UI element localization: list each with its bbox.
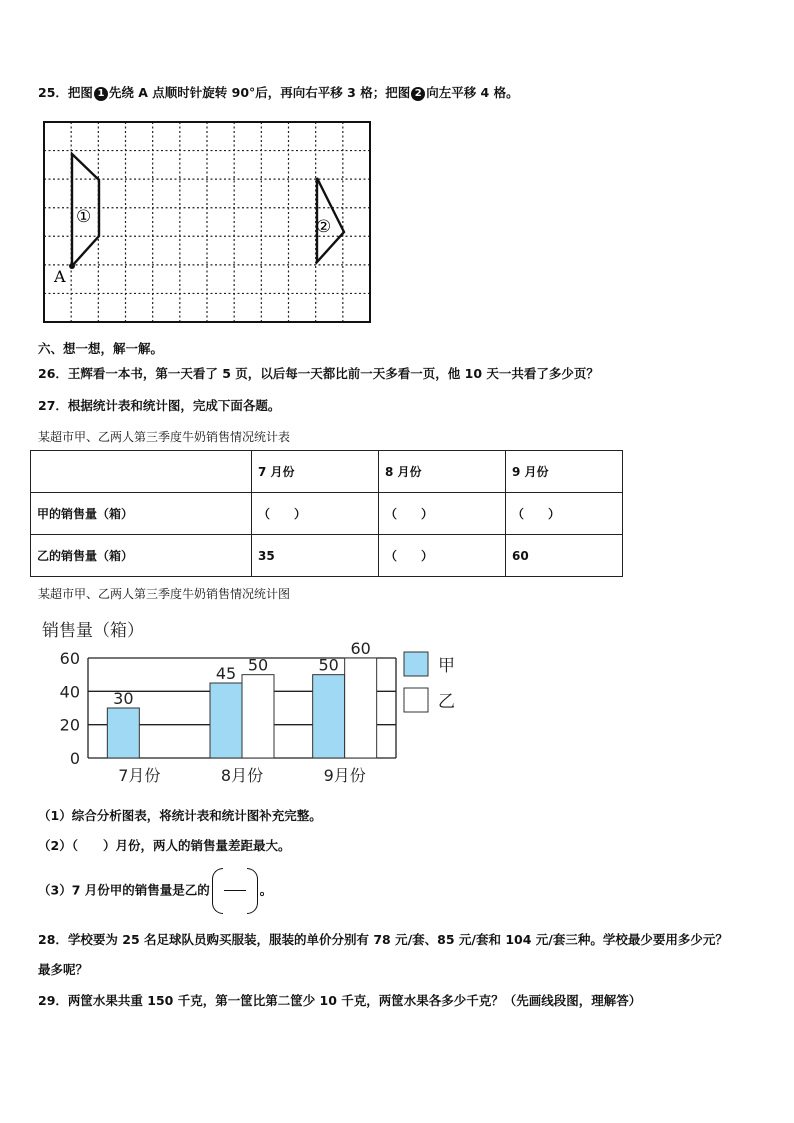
question-28-continued: 最多呢？ xyxy=(38,962,89,977)
legend-swatch xyxy=(404,688,428,712)
bar xyxy=(107,708,139,758)
bar xyxy=(210,683,242,758)
section-6-heading: 六、想一想，解一解。 xyxy=(38,341,164,356)
table-cell: 60 xyxy=(506,535,623,577)
question-28: 28．学校要为 25 名足球队员购买服装，服装的单价分别有 78 元/套、85 元/套和 104 元/套三种。学校最少要用多少元？ xyxy=(38,932,728,947)
y-axis-title: 销售量（箱） xyxy=(42,621,144,641)
point-a xyxy=(69,263,75,269)
shape-2-label: ② xyxy=(316,217,332,237)
y-tick-label: 60 xyxy=(59,649,80,668)
table-cell: 乙的销售量（箱） xyxy=(31,535,252,577)
table-header-row xyxy=(31,451,623,493)
table-row xyxy=(31,535,623,577)
y-tick-label: 0 xyxy=(69,749,80,768)
table-cell: （ ） xyxy=(506,493,623,535)
q25-text-1: 把图 xyxy=(67,85,93,100)
sub-question-1: （1）综合分析图表，将统计表和统计图补充完整。 xyxy=(38,808,322,823)
table-header-cell: 9 月份 xyxy=(506,451,623,493)
q25-number: 25． xyxy=(38,85,68,100)
y-tick-label: 20 xyxy=(59,715,80,735)
bar xyxy=(345,658,377,758)
table-cell: （ ） xyxy=(379,535,506,577)
y-tick-label: 40 xyxy=(59,682,80,702)
shape-1-label: ① xyxy=(76,207,92,227)
sub-question-3-text: （3）7 月份甲的销售量是乙的 xyxy=(38,882,210,898)
shape-2-marker: 2 xyxy=(411,87,425,101)
point-a-label: A xyxy=(54,267,66,286)
table-row xyxy=(31,493,623,535)
x-tick-label: 8月份 xyxy=(220,766,264,785)
table-header-cell: 8 月份 xyxy=(379,451,506,493)
legend-label: 乙 xyxy=(438,692,455,712)
q25-text-2: 先绕 A 点顺时针旋转 90°后，再向右平移 3 格；把图 xyxy=(108,85,411,100)
q25-text-3: 向左平移 4 格。 xyxy=(426,85,519,100)
sub-question-3 xyxy=(38,868,272,914)
sub-question-3-end: 。 xyxy=(259,882,273,898)
data-label: 60 xyxy=(350,639,371,658)
shape-1-marker: 1 xyxy=(94,87,108,101)
question-27: 27．根据统计表和统计图，完成下面各题。 xyxy=(38,398,281,413)
bar xyxy=(313,675,345,758)
table-cell: 甲的销售量（箱） xyxy=(31,493,252,535)
legend-label: 甲 xyxy=(438,656,455,676)
table-cell: （ ） xyxy=(379,493,506,535)
x-tick-label: 9月份 xyxy=(323,766,366,785)
data-label: 50 xyxy=(247,655,269,675)
table-cell: （ ） xyxy=(252,493,379,535)
data-label: 30 xyxy=(113,689,134,708)
table-cell: 35 xyxy=(252,535,379,577)
question-29: 29．两筐水果共重 150 千克，第一筐比第二筐少 10 千克，两筐水果各多少千克？（先画线段图，理解答） xyxy=(38,993,642,1008)
table-header-cell xyxy=(31,451,252,493)
bar-chart xyxy=(36,618,476,790)
data-label: 50 xyxy=(318,655,339,675)
table-header-cell: 7 月份 xyxy=(252,451,379,493)
question-26: 26．王辉看一本书，第一天看了 5 页，以后每一天都比前一天多看一页，他 10 天一共看了多少页？ xyxy=(38,366,599,381)
x-tick-label: 7月份 xyxy=(118,766,161,785)
sub-question-2: （2）（ ）月份，两人的销售量差距最大。 xyxy=(38,838,291,853)
data-label: 45 xyxy=(215,664,237,683)
fraction-blank[interactable] xyxy=(212,868,258,914)
question-25 xyxy=(38,83,519,101)
chart-caption: 某超市甲、乙两人第三季度牛奶销售情况统计图 xyxy=(38,587,291,601)
bar xyxy=(242,675,274,758)
statistics-table xyxy=(30,450,623,577)
legend-swatch xyxy=(404,652,428,676)
table-caption: 某超市甲、乙两人第三季度牛奶销售情况统计表 xyxy=(38,430,291,444)
grid-figure xyxy=(40,116,374,328)
